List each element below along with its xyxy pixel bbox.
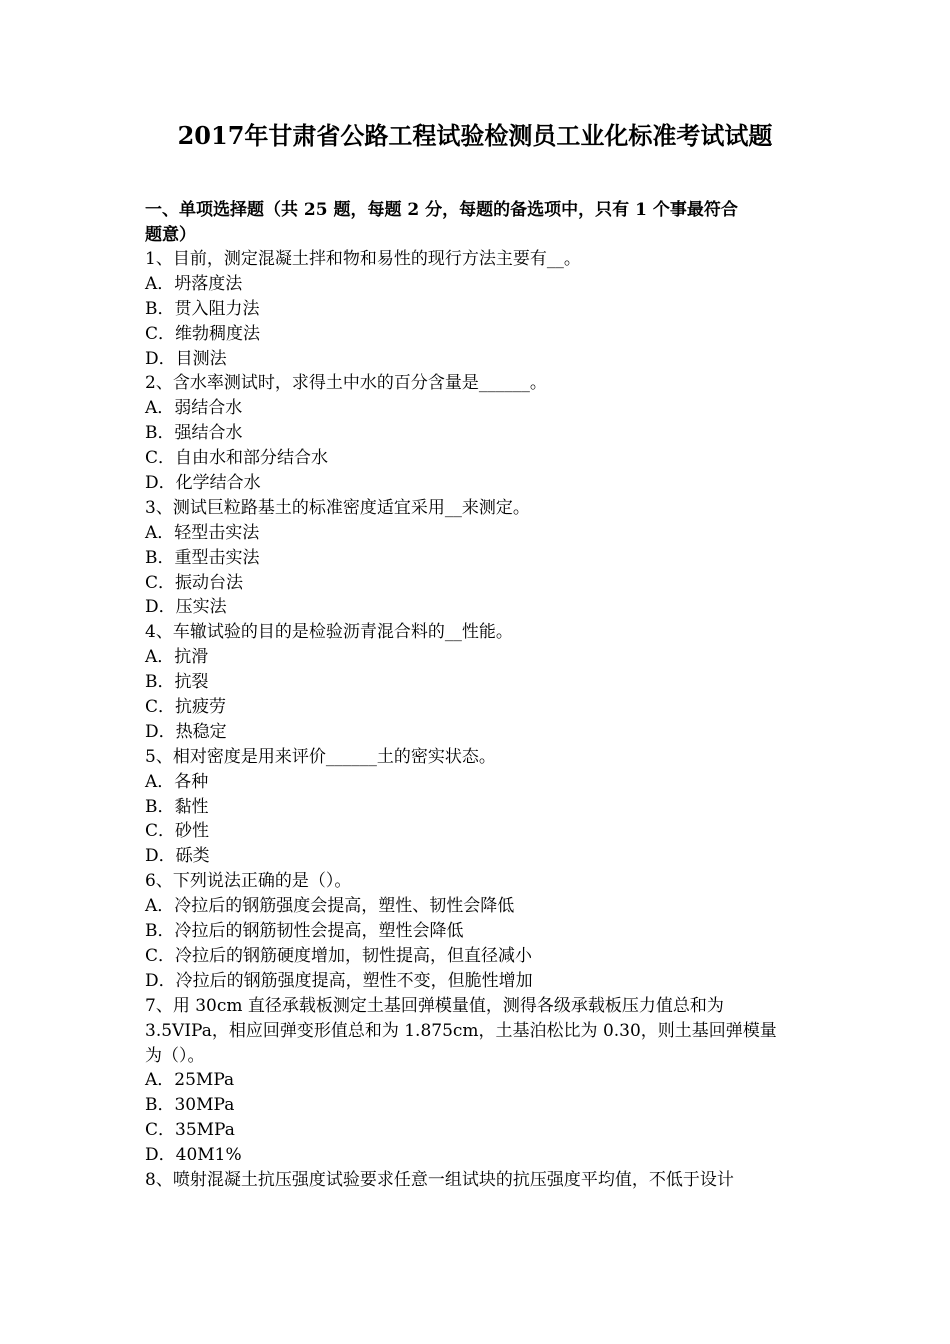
question-2-option-b: B．强结合水 (145, 423, 243, 444)
question-4-option-d: D．热稳定 (145, 721, 227, 742)
question-7-text-line2: 3.5VIPa，相应回弹变形值总和为 1.875cm，土基泊松比为 0.30，则土基回弹模量 (145, 1020, 777, 1041)
question-7-option-c: C．35MPa (145, 1120, 235, 1141)
question-2-option-d: D．化学结合水 (145, 473, 261, 494)
question-5-option-c: C．砂性 (145, 821, 210, 842)
question-4-text: 4、车辙试验的目的是检验沥青混合料的__性能。 (145, 622, 513, 643)
question-6-option-d: D．冷拉后的钢筋强度提高，塑性不变，但脆性增加 (145, 970, 533, 991)
section-heading-line1: 一、单项选择题（共 25 题，每题 2 分，每题的备选项中，只有 1 个事最符合 (145, 200, 738, 220)
question-6-option-a: A．冷拉后的钢筋强度会提高，塑性、韧性会降低 (145, 896, 515, 917)
question-1-option-c: C．维勃稠度法 (145, 323, 261, 344)
question-3-option-d: D．压实法 (145, 597, 227, 618)
question-2-option-a: A．弱结合水 (145, 398, 243, 419)
document-body (145, 198, 810, 1193)
question-5-option-b: B．黏性 (145, 796, 209, 817)
question-5-option-d: D．砾类 (145, 846, 210, 867)
question-1-option-d: D．目测法 (145, 348, 227, 369)
question-6-option-c: C．冷拉后的钢筋硬度增加，韧性提高，但直径减小 (145, 945, 533, 966)
question-2-option-c: C．自由水和部分结合水 (145, 448, 329, 469)
question-3-option-a: A．轻型击实法 (145, 522, 260, 543)
question-5-text: 5、相对密度是用来评价______土的密实状态。 (145, 746, 496, 767)
question-3-text: 3、测试巨粒路基土的标准密度适宜采用__来测定。 (145, 497, 530, 518)
question-1-text: 1、目前，测定混凝土拌和物和易性的现行方法主要有__。 (145, 249, 581, 269)
question-6-text: 6、下列说法正确的是（）。 (145, 871, 352, 892)
question-7-option-a: A．25MPa (145, 1070, 235, 1091)
question-6-option-b: B．冷拉后的钢筋韧性会提高，塑性会降低 (145, 921, 464, 942)
question-1-option-a: A．坍落度法 (145, 273, 243, 294)
question-2-text: 2、含水率测试时，求得土中水的百分含量是______。 (145, 373, 547, 394)
question-4-option-a: A．抗滑 (145, 647, 209, 668)
question-1-option-b: B．贯入阻力法 (145, 298, 260, 319)
question-8-text: 8、喷射混凝土抗压强度试验要求任意一组试块的抗压强度平均值，不低于设计 (145, 1169, 734, 1190)
document-title: 2017年甘肃省公路工程试验检测员工业化标准考试试题 (177, 121, 773, 150)
question-3-option-c: C．振动台法 (145, 572, 244, 593)
question-4-option-b: B．抗裂 (145, 672, 209, 693)
question-7-text-line3: 为（）。 (145, 1045, 205, 1066)
question-5-option-a: A．各种 (145, 771, 209, 792)
section-heading-line2: 题意） (145, 224, 196, 245)
question-7-option-d: D．40M1% (145, 1145, 242, 1166)
question-7-option-b: B．30MPa (145, 1095, 235, 1116)
question-7-text-line1: 7、用 30cm 直径承载板测定土基回弹模量值，测得各级承载板压力值总和为 (145, 995, 724, 1016)
question-4-option-c: C．抗疲劳 (145, 697, 227, 718)
question-3-option-b: B．重型击实法 (145, 547, 260, 568)
